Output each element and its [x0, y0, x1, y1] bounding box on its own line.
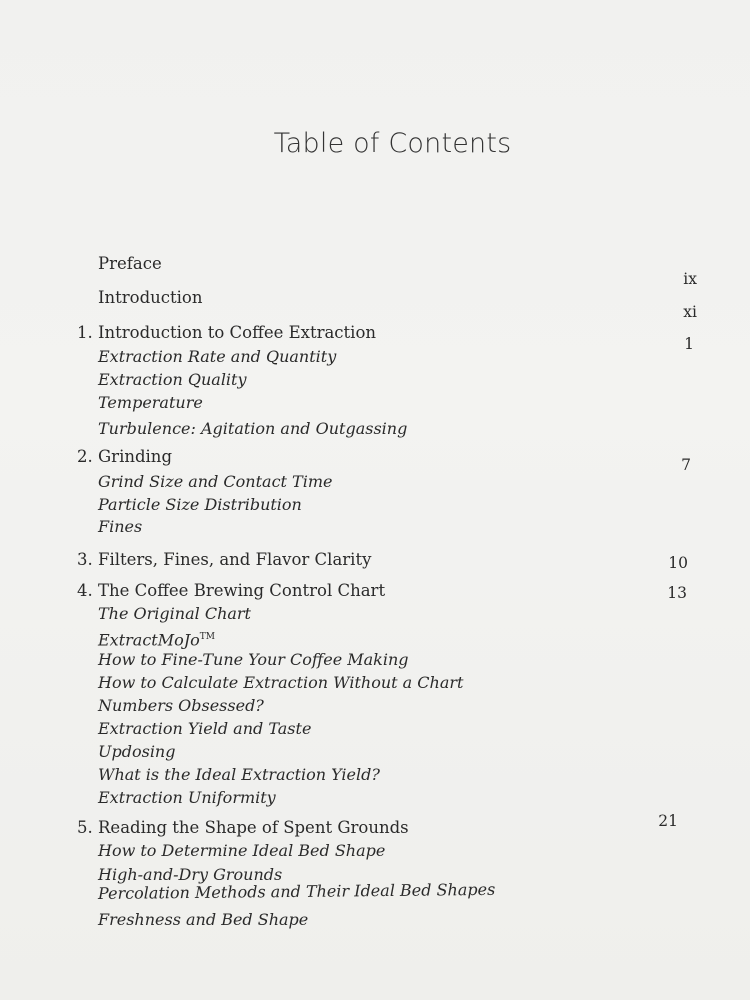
toc-section: Extraction Quality: [98, 370, 247, 389]
toc-section: Numbers Obsessed?: [98, 696, 264, 715]
toc-chapter-3: Filters, Fines, and Flavor Clarity: [98, 550, 372, 569]
page-number-chapter-4: 13: [667, 584, 687, 602]
page-title: Table of Contents: [273, 128, 512, 159]
toc-section: Extraction Rate and Quantity: [98, 347, 337, 366]
page-number-chapter-5: 21: [658, 812, 678, 830]
toc-chapter-2: Grinding: [98, 447, 173, 466]
toc-entry-preface: Preface: [98, 254, 162, 273]
toc-section: How to Determine Ideal Bed Shape: [98, 841, 386, 860]
toc-section: Freshness and Bed Shape: [98, 910, 309, 929]
toc-entry-introduction: Introduction: [98, 288, 203, 307]
toc-section: What is the Ideal Extraction Yield?: [98, 765, 380, 784]
toc-section: How to Calculate Extraction Without a Chart: [98, 673, 464, 692]
page-number-chapter-1: 1: [684, 335, 694, 353]
toc-section: The Original Chart: [98, 604, 251, 623]
page-number-chapter-3: 10: [668, 554, 688, 572]
toc-chapter-5: Reading the Shape of Spent Grounds: [98, 818, 409, 837]
toc-section-label: ExtractMoJo: [98, 630, 200, 650]
toc-section: Percolation Methods and Their Ideal Bed Shapes: [97, 879, 496, 903]
toc-chapter-4: The Coffee Brewing Control Chart: [98, 581, 386, 600]
page-number-chapter-2: 7: [681, 456, 691, 474]
chapter-number: 4.: [77, 581, 93, 600]
toc-section-extractmojo: [98, 627, 215, 650]
toc-section: Temperature: [98, 393, 203, 412]
chapter-number: 1.: [77, 323, 93, 342]
page-number-introduction: xi: [683, 303, 697, 321]
toc-section: Extraction Yield and Taste: [98, 719, 312, 738]
toc-section: Particle Size Distribution: [98, 495, 302, 514]
toc-section: Updosing: [98, 742, 176, 761]
trademark-mark: TM: [199, 632, 215, 642]
toc-section: Grind Size and Contact Time: [98, 472, 333, 491]
toc-section: How to Fine-Tune Your Coffee Making: [98, 650, 409, 669]
chapter-number: 2.: [77, 447, 93, 466]
toc-chapter-1: Introduction to Coffee Extraction: [98, 323, 377, 342]
toc-section: Turbulence: Agitation and Outgassing: [98, 419, 408, 438]
page-number-preface: ix: [683, 270, 697, 288]
toc-section: Fines: [98, 517, 143, 536]
chapter-number: 5.: [77, 818, 93, 837]
toc-section: High-and-Dry Grounds: [98, 865, 283, 884]
toc-section: Extraction Uniformity: [98, 788, 276, 807]
chapter-number: 3.: [77, 550, 93, 569]
